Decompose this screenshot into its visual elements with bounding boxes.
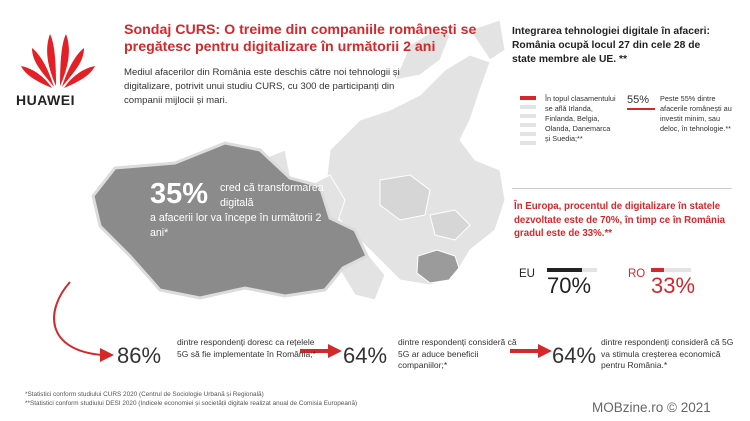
romania-text-a: cred că transformarea digitală: [220, 182, 324, 209]
watermark: MOBzine.ro © 2021: [592, 400, 711, 415]
eu-label: EU: [519, 268, 535, 280]
ro-label: RO: [628, 268, 646, 280]
romania-highlight: [417, 250, 459, 283]
footnote: **Statistici conform studiului DESI 2020 (Indicele economiei și societății digitale realizat anual de Comisia Europeană): [25, 400, 358, 407]
stat-text: dintre respondenți consideră că 5G va stimula creșterea economică pentru România.*: [601, 337, 734, 370]
right-heading: Integrarea tehnologiei digitale în afaceri: România ocupă locul 27 din cele 28 de state membre ale UE. **: [512, 26, 710, 65]
eu-value: 70%: [547, 273, 592, 298]
europe-text: În Europa, procentul de digitalizare în statele dezvoltate este de 70%, în timp ce în România gradul este de 33%.**: [514, 201, 726, 239]
divider: [512, 188, 732, 189]
stat-text: dintre respondenți consideră că 5G ar aduce beneficii companiilor;*: [398, 337, 517, 370]
stat-text: dintre respondenți doresc ca rețelele 5G să fie implementate în România;*: [177, 337, 316, 359]
romania-text-b: a afacerii lor va începe în următorii 2 ani*: [150, 212, 322, 239]
huawei-logo-icon: [18, 28, 98, 90]
top-ranking-text: În topul clasamentului se află Irlanda, Finlanda, Belgia, Olanda, Danemarca și Suedia;**: [545, 94, 616, 143]
ro-value: 33%: [651, 273, 696, 298]
p55-value: 55%: [627, 94, 650, 106]
p55-text: Peste 55% dintre afacerile românești au investit minim, sau deloc, în tehnologie.**: [660, 94, 732, 133]
footnote: *Statistici conform studiului CURS 2020 (Centrul de Sociologie Urbană și Regională): [25, 391, 264, 398]
eu-bar-fill: [547, 268, 582, 272]
brand-wordmark: HUAWEI: [16, 92, 75, 108]
stat-value: 86%: [117, 343, 162, 368]
p55-underline: [627, 108, 655, 110]
intro-text: Mediul afacerilor din România este deschis către noi tehnologii și digitalizare, potrivit unui studiu CURS, cu 300 de participanți din companii mijlocii și mari.: [124, 67, 400, 106]
curved-arrow-icon: [40, 280, 120, 370]
ranking-bars-icon: [520, 96, 540, 156]
stat-value: 64%: [552, 343, 597, 368]
ro-bar-fill: [651, 268, 664, 272]
page-title: Sondaj CURS: O treime din companiile românești se pregătesc pentru digitalizare în următorii 2 ani: [124, 22, 477, 55]
stat-value: 64%: [343, 343, 388, 368]
romania-percent: 35%: [150, 178, 209, 210]
